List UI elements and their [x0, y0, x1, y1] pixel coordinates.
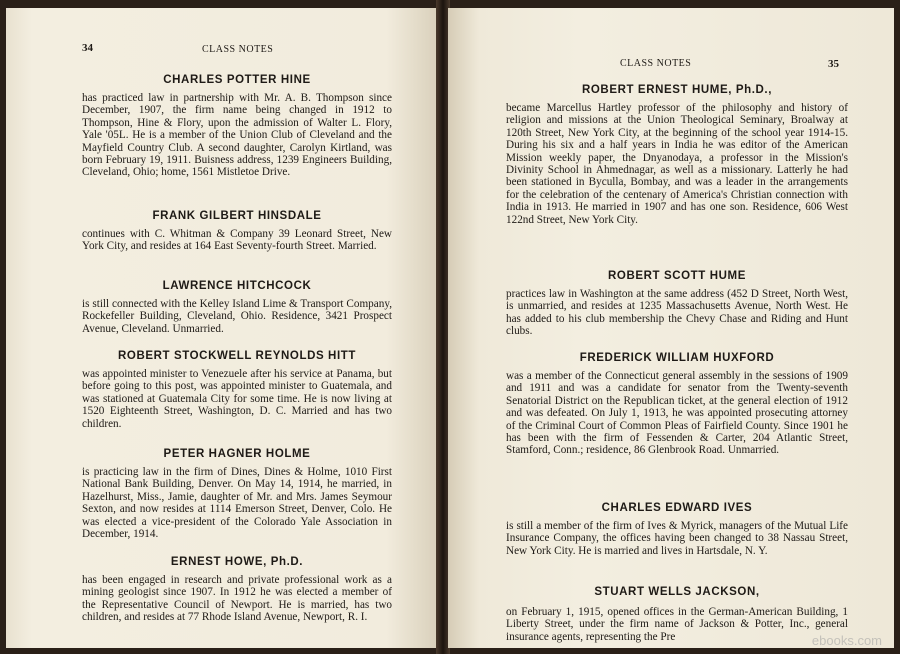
entry-text: has been engaged in research and private professional work as a mining geologist since 1907. In 1912 he was elected a member of the Representative Council of Newport. He is married, has two children, and resides at 77 Rhode Island Avenue, Newport, R. I.	[82, 574, 392, 624]
watermark: ebooks.com	[811, 633, 882, 648]
entry-name: CHARLES POTTER HINE	[163, 74, 311, 86]
page-number: 34	[82, 42, 93, 54]
entry-text: became Marcellus Hartley professor of the philosophy and history of religion and missions at the Union Theological Seminary, Broalway at 120th Street, New York City, at the beginning of the school year 1914-15. During his six and a half years in India he was editor of the American Mission weekly paper, the Dnyanodaya, a professor in the Mission's Divinity School in Ahmednagar, as well as a missionary. Latterly he had been stationed in Byculla, Bombay, and was a leader in the arrangements for the celebration of the centenary of America's Christian connection with India in 1913. He married in 1907 and has one son. Residence, 606 West 122nd Street, New York City.	[506, 102, 848, 226]
entry-name: ROBERT STOCKWELL REYNOLDS HITT	[118, 350, 356, 362]
entry-name: FRANK GILBERT HINSDALE	[152, 210, 322, 222]
right-page	[448, 8, 894, 648]
running-head: CLASS NOTES	[620, 58, 692, 69]
entry-text: was appointed minister to Venezuele after his service at Panama, but before going to this post, was appointed minister to Guatemala, and was stationed at Guatemala City for some time. He is now living at 1520 Eighteenth Street, Washington, D. C. Married and has two children.	[82, 368, 392, 430]
entry-text: continues with C. Whitman & Company 39 Leonard Street, New York City, and resides at 164 East Seventy-fourth Street. Married.	[82, 228, 392, 253]
entry-name: ROBERT SCOTT HUME	[608, 270, 746, 282]
running-head: CLASS NOTES	[202, 44, 274, 55]
entry-name: PETER HAGNER HOLME	[163, 448, 311, 460]
left-page	[6, 8, 438, 648]
entry-name: STUART WELLS JACKSON,	[594, 586, 760, 598]
entry-name: ROBERT ERNEST HUME, Ph.D.,	[581, 84, 773, 96]
entry-name: FREDERICK WILLIAM HUXFORD	[579, 352, 775, 364]
entry-text: has practiced law in partnership with Mr. A. B. Thompson since December, 1907, the firm name being changed in 1912 to Thompson, Hine & Flory, upon the admission of Walter L. Flory, Yale '05L. He is a member of the Union Club of Cleveland and the Mayfield Country Club. A second daughter, Carolyn Kirtland, was born February 19, 1911. Buisness address, 1239 Engineers Building, Cleveland, Ohio; home, 1561 Mistletoe Drive.	[82, 92, 392, 179]
entry-name: CHARLES EDWARD IVES	[601, 502, 753, 514]
entry-text: is still a member of the firm of Ives & Myrick, managers of the Mutual Life Insurance Company, the offices having been changed to 38 Nassau Street, New York City. He is married and lives in Hartsdale, N. Y.	[506, 520, 848, 557]
entry-name: ERNEST HOWE, Ph.D.	[170, 556, 304, 568]
entry-text: was a member of the Connecticut general assembly in the sessions of 1909 and 1911 and was a candidate for senator from the Twenty-seventh Senatorial District on the Republican ticket, at the general election of 1912 and was defeated. On July 1, 1913, he was appointed prosecuting attorney of the Criminal Court of Common Pleas of Fairfield County. Since 1901 he has been with the firm of Fessenden & Carter, 204 Atlantic Street, Stamford, Conn.; residence, 86 Glenbrook Road. Unmarried.	[506, 370, 848, 457]
entry-text: on February 1, 1915, opened offices in the German-American Building, 1 Liberty Street, under the firm name of Jackson & Potter, Inc., general insurance agents, representing the Pre	[506, 606, 848, 643]
entry-name: LAWRENCE HITCHCOCK	[162, 280, 312, 292]
page-number: 35	[828, 58, 839, 70]
entry-text: is practicing law in the firm of Dines, Dines & Holme, 1010 First National Bank Building, Denver. On May 14, 1914, he married, in Hazelhurst, Miss., Jamie, daughter of Mr. and Mrs. James Seymour Sexton, and now resides at 1114 Emerson Street, Denver, Colo. He was elected a vice-president of the Colorado Yale Association in December, 1914.	[82, 466, 392, 541]
entry-text: is still connected with the Kelley Island Lime & Transport Company, Rockefeller Building, Cleveland, Ohio. Residence, 3421 Prospect Avenue, Cleveland. Unmarried.	[82, 298, 392, 335]
entry-text: practices law in Washington at the same address (452 D Street, North West, is unmarried, and resides at 1235 Massachusetts Avenue, North West. He has added to his club membership the Chevy Chase and Riding and Hunt clubs.	[506, 288, 848, 338]
